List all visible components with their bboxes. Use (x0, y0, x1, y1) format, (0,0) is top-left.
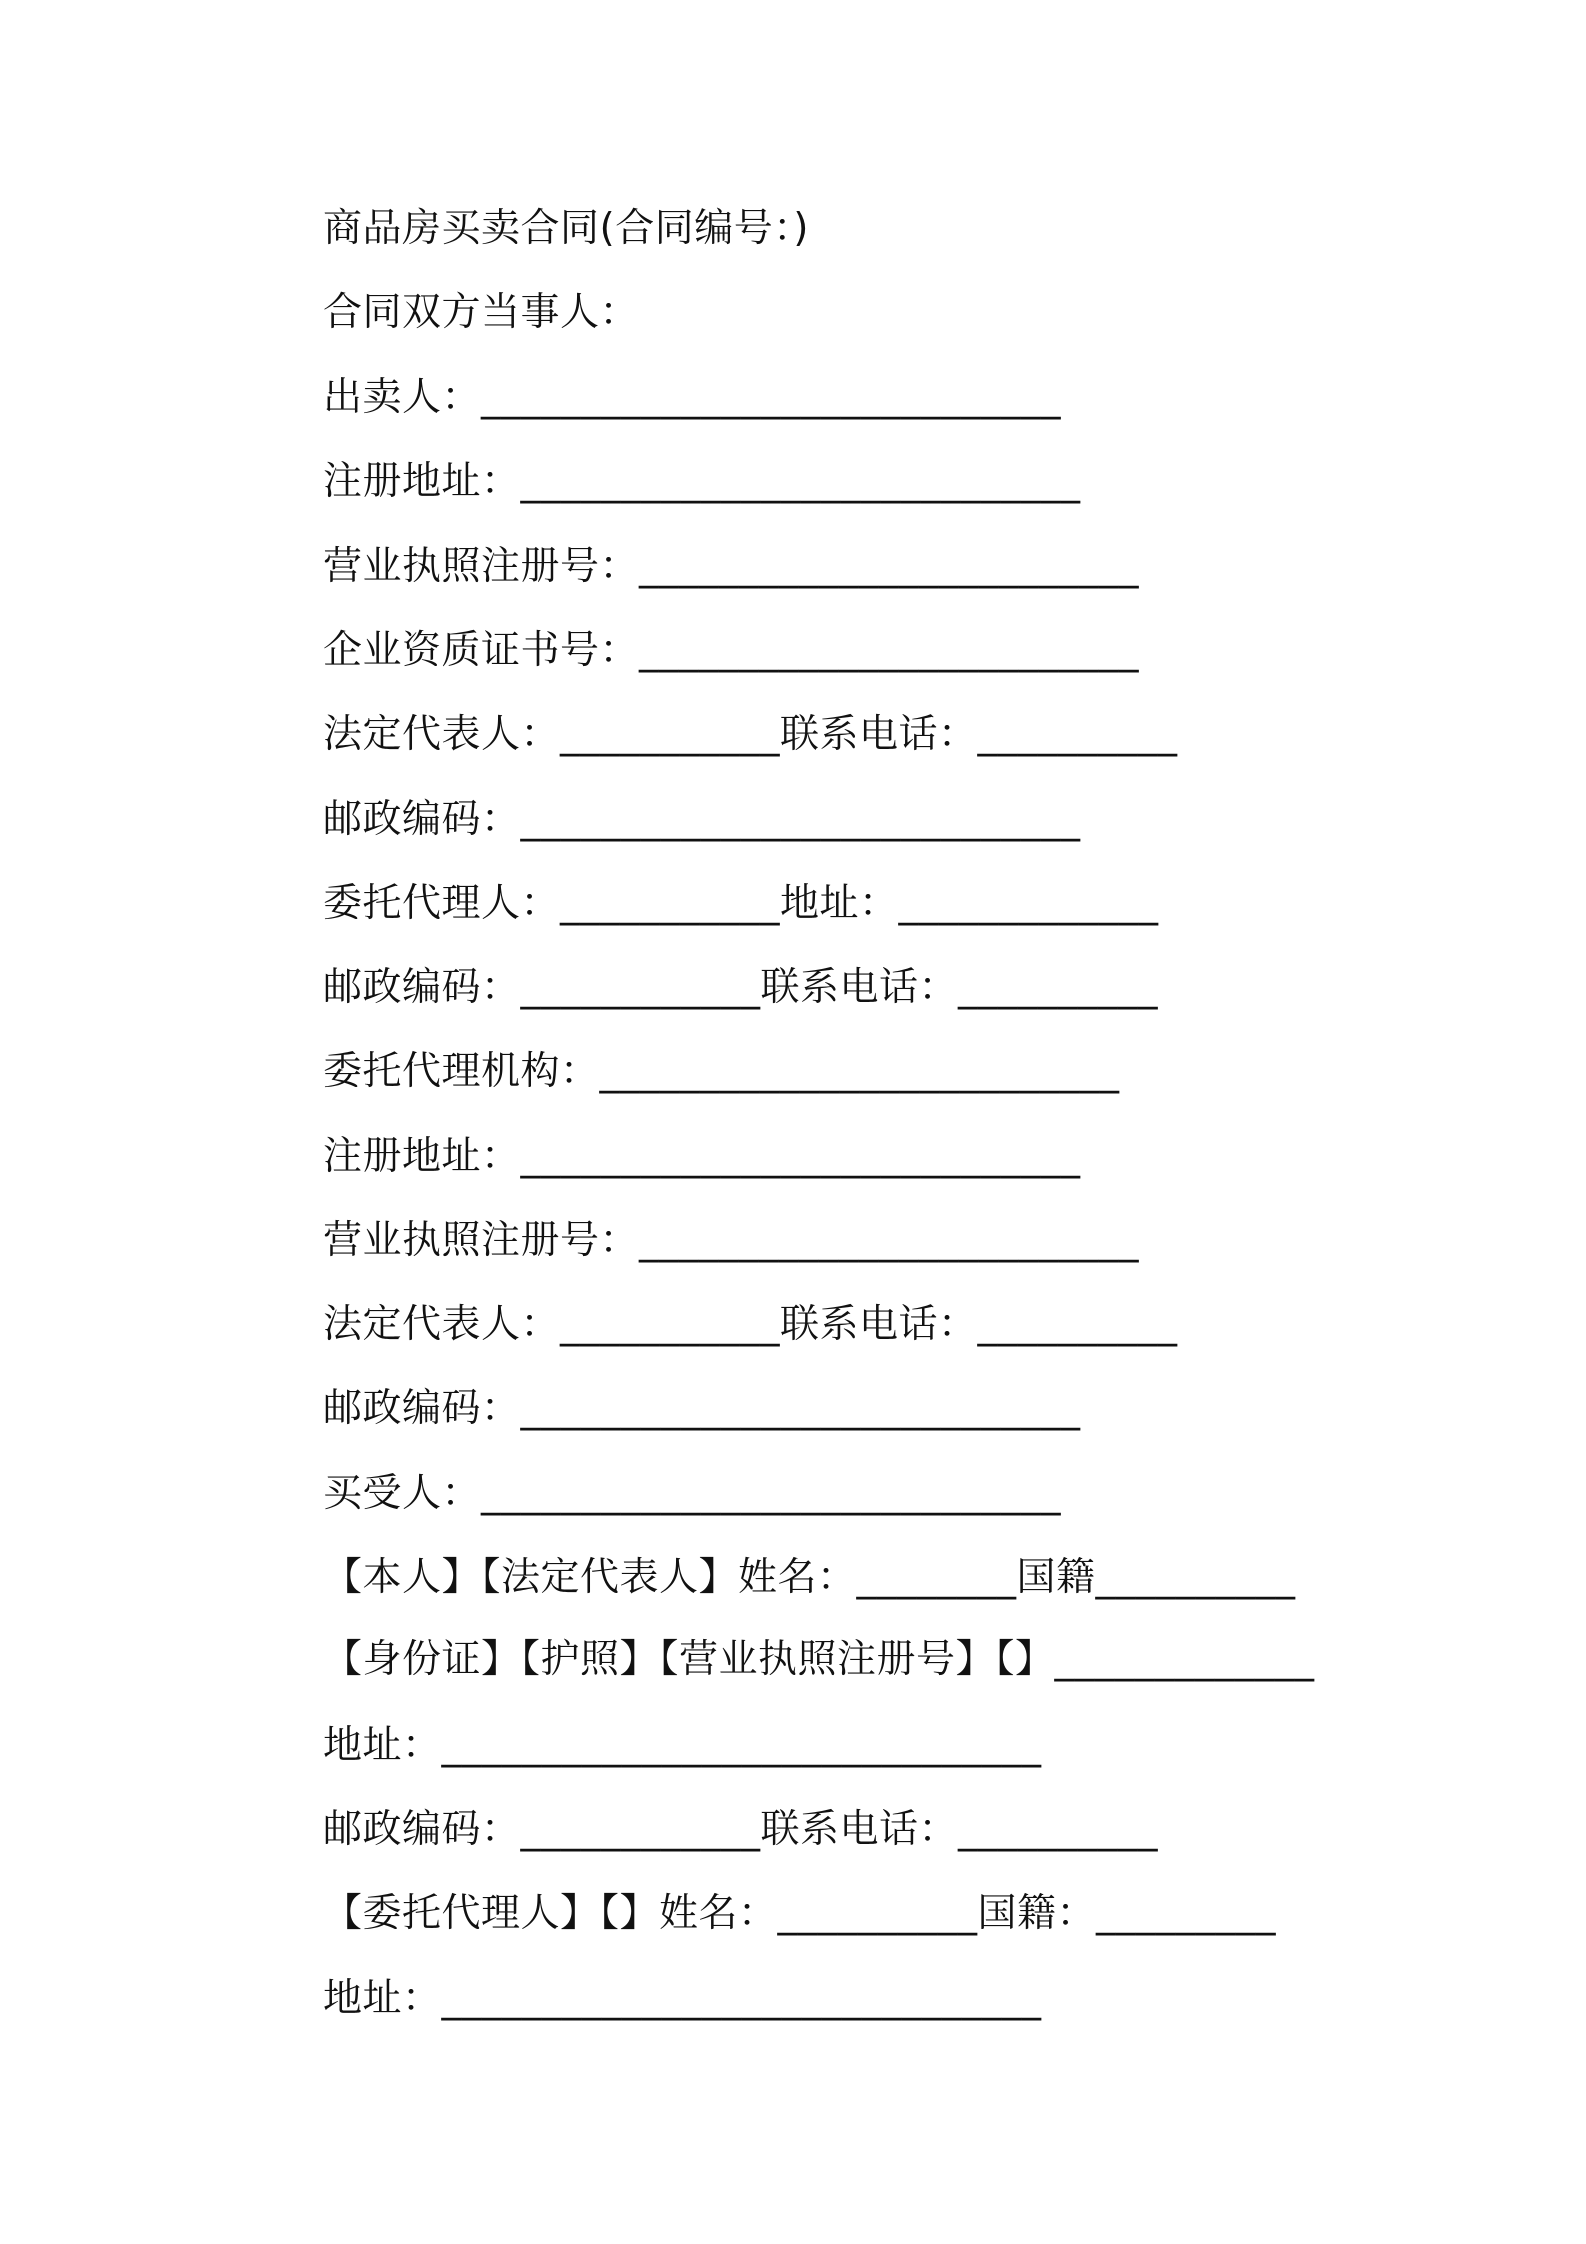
agency-business-license-line: 营业执照注册号：_________________________ (323, 1218, 1140, 1263)
seller-registered-address-line: 注册地址：____________________________ (323, 459, 1081, 504)
buyer-line: 买受人：_____________________________ (323, 1471, 1062, 1516)
buyer-name-nationality-line: 【本人】【法定代表人】姓名：________国籍__________ (323, 1555, 1296, 1600)
seller-agent-postal-phone-line: 邮政编码：____________联系电话：__________ (323, 965, 1159, 1010)
agency-registered-address-line: 注册地址：____________________________ (323, 1134, 1081, 1179)
parties-heading: 合同双方当事人： (323, 290, 640, 335)
buyer-postal-phone-line: 邮政编码：____________联系电话：__________ (323, 1807, 1159, 1852)
agency-line: 委托代理机构：__________________________ (323, 1049, 1120, 1094)
seller-postal-code-line: 邮政编码：____________________________ (323, 797, 1081, 842)
seller-line: 出卖人：_____________________________ (323, 375, 1062, 420)
seller-qualification-cert-line: 企业资质证书号：_________________________ (323, 628, 1140, 673)
buyer-agent-line: 【委托代理人】【】姓名：__________国籍：_________ (323, 1891, 1277, 1936)
buyer-agent-address-line: 地址：______________________________ (323, 1976, 1042, 2021)
buyer-address-line: 地址：______________________________ (323, 1723, 1042, 1768)
buyer-id-line: 【身份证】【护照】【营业执照注册号】【】_____________ (323, 1637, 1315, 1682)
seller-business-license-line: 营业执照注册号：_________________________ (323, 544, 1140, 589)
seller-legal-rep-line: 法定代表人：___________联系电话：__________ (323, 712, 1178, 757)
agency-postal-code-line: 邮政编码：____________________________ (323, 1386, 1081, 1431)
agency-legal-rep-line: 法定代表人：___________联系电话：__________ (323, 1302, 1178, 1347)
seller-agent-line: 委托代理人：___________地址：_____________ (323, 881, 1159, 926)
contract-title: 商品房买卖合同(合同编号：) (323, 206, 809, 251)
